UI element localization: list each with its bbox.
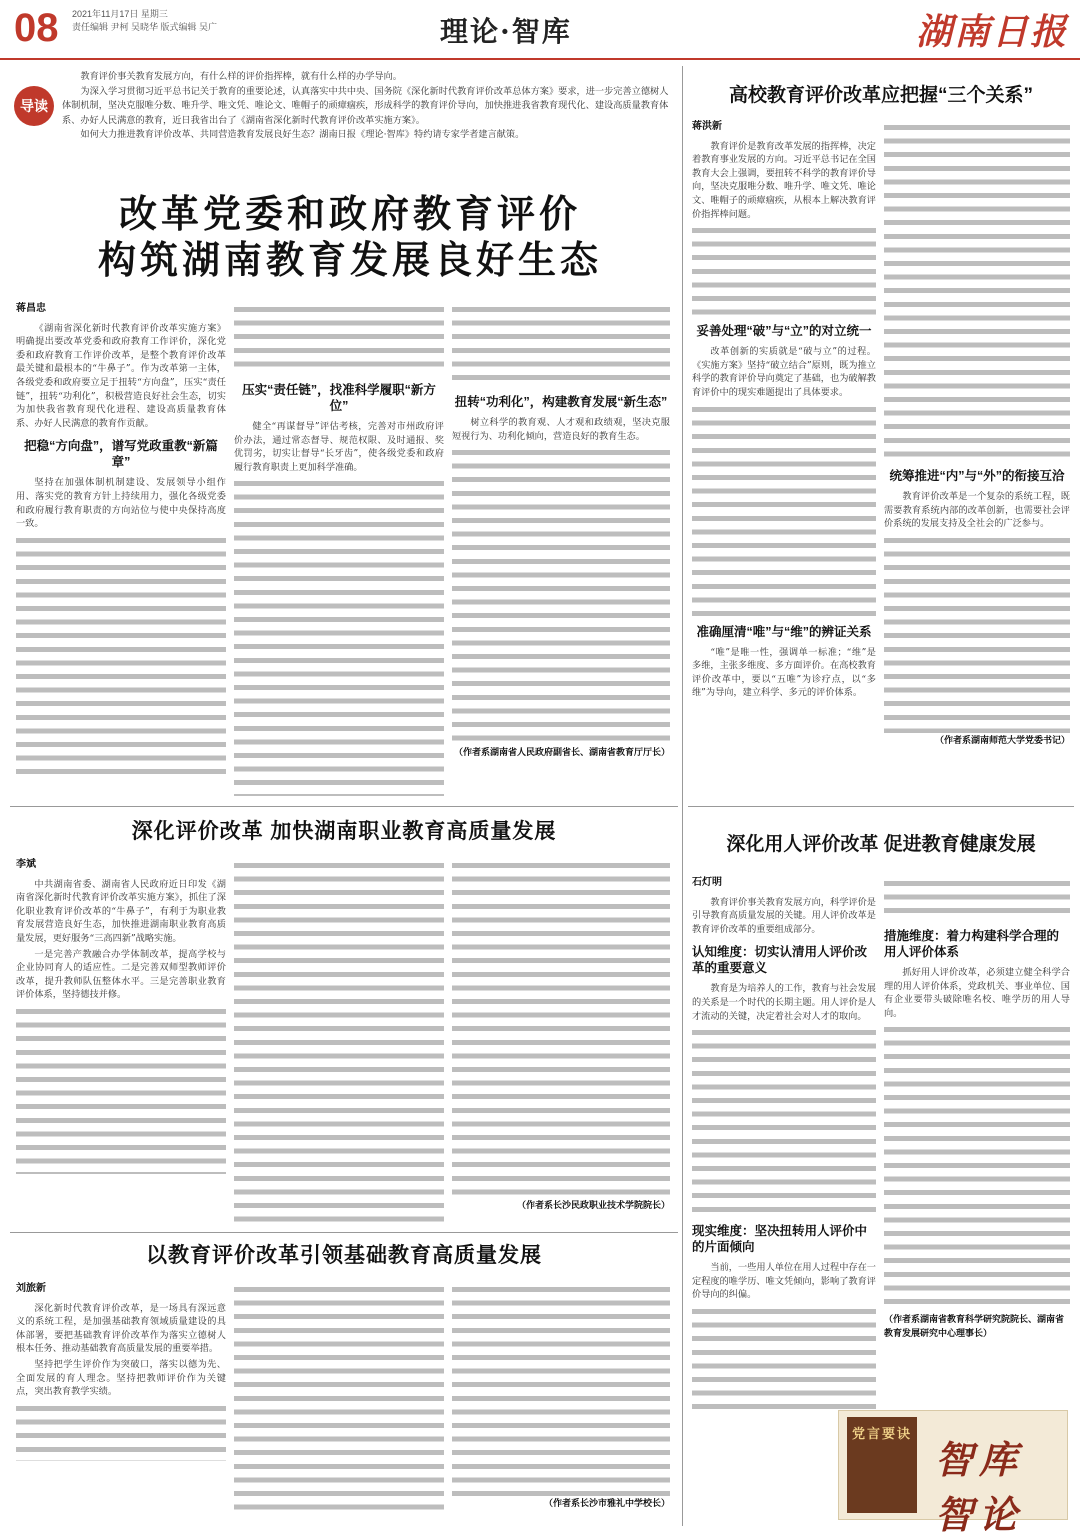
divider-left-1 (10, 806, 678, 807)
middle-left-col-1 (16, 858, 226, 1228)
bottom-para-1: 深化新时代教育评价改革，是一场具有深远意义的系统工程，是加强基础教育领域质量建设的具体部署，要把基础教育评价改革作为落实立德树人根本任务、推动基础教育高质量发展的重要举措。 (16, 1302, 226, 1355)
main-title-line-2: 构筑湖南教育发展良好生态 (97, 240, 602, 282)
main-credit: （作者系湖南省人民政府副省长、湖南省教育厅厅长） (453, 748, 670, 759)
main-title-line-1: 改革党委和政府教育评价 (118, 194, 581, 236)
main-col-2 (234, 302, 444, 802)
main-col-2-text-a (234, 302, 444, 374)
middle-right-author: 石灯明 (692, 877, 722, 888)
section-title: 理论·智库 (440, 15, 572, 48)
divider-left-2 (10, 1232, 678, 1233)
middle-left-col-2-text (234, 858, 444, 1222)
intro-line-1: 教育评价事关教育发展方向，有什么样的评价指挥棒，就有什么样的办学导向。 (80, 71, 402, 82)
masthead (0, 0, 1080, 60)
middle-right-col-1-text-b (692, 1304, 876, 1414)
intro-block (62, 70, 672, 178)
right-top-col-2-text-a (884, 120, 1070, 460)
main-author: 蒋昌忠 (16, 303, 46, 314)
middle-right-col-1-text-a (692, 1025, 876, 1215)
intro-line-2: 为深入学习贯彻习近平总书记关于教育的重要论述，认真落实中共中央、国务院《深化新时代教育评价改革总体方案》要求，进一步完善立德树人体制机制，坚决克服唯分数、唯升学、唯文凭、唯论文、唯帽子的顽瘴痼疾，形成科学的教育评价导向，加快推进我省教育现代化、建设高质量教育体系、办好人民满意的教育，近日我省出台了《湖南省深化新时代教育评价改革实施方案》。 (62, 85, 669, 126)
main-col-3 (452, 302, 670, 802)
right-top-subhead-1: 妥善处理“破”与“立”的对立统一 (696, 324, 872, 339)
column-divider (682, 66, 683, 1526)
bottom-col-2 (234, 1282, 444, 1522)
book-cover-title: 党言要诀 (851, 1427, 912, 1442)
main-subhead-1: 把稳“方向盘”，谱写党政重教“新篇章” (24, 439, 218, 470)
bottom-col-3 (452, 1282, 670, 1522)
middle-right-para-3: 当前，一些用人单位在用人过程中存在一定程度的唯学历、唯文凭倾向，影响了教育评价导向的纠偏。 (692, 1262, 876, 1301)
right-top-subhead-3: 统筹推进“内”与“外”的衔接互洽 (889, 469, 1065, 483)
bottom-credit: （作者系长沙市雅礼中学校长） (543, 1499, 670, 1509)
guide-tag: 导读 (14, 86, 54, 126)
middle-right-subhead-3: 措施维度：着力构建科学合理的用人评价体系 (884, 929, 1060, 959)
book-illustration (838, 1410, 1068, 1537)
divider-right-1 (688, 806, 1074, 807)
right-top-para-2: 改革创新的实质就是“破与立”的过程。《实施方案》坚持“破立结合”原则，既为推立科学的教育评价导向奠定了基础，也为破解教育评价中的现实难题提出了具体要求。 (692, 346, 876, 398)
bottom-col-2-text (234, 1282, 444, 1518)
right-top-para-1: 教育评价是教育改革发展的指挥棒，决定着教育事业发展的方向。习近平总书记在全国教育大会上强调，要扭转不科学的教育评价导向，坚决克服唯分数、唯升学、唯文凭、唯论文、唯帽子的顽瘴痼疾，从根本上解决教育评价指挥棒问题。 (692, 140, 876, 220)
middle-left-author: 李斌 (16, 859, 36, 870)
middle-left-title: 深化评价改革 加快湖南职业教育高质量发展 (131, 820, 557, 843)
middle-left-para-2: 一是完善产教融合办学体制改革，提高学校与企业协同育人的适应性。二是完善双师型教师评价改革，提升教师队伍整体水平。三是完善职业教育评价体系，坚持德技并修。 (16, 948, 226, 1001)
bottom-col-3-text (452, 1282, 670, 1496)
right-top-subhead-2: 准确厘清“唯”与“维”的辨证关系 (696, 624, 872, 639)
main-para-3: 健全“再谋督导”评估考核，完善对市州政府评价办法，通过常态督导、规范权限、及时通报、奖优罚劣，切实让督导“长牙齿”，使各级党委和政府履行教育职责上更加科学准确。 (234, 421, 444, 473)
bottom-title: 以教育评价改革引领基础教育高质量发展 (146, 1244, 542, 1267)
bottom-headline (16, 1240, 672, 1274)
book-cover (847, 1417, 917, 1513)
main-subhead-3: 扭转“功利化”，构建教育发展“新生态” (454, 395, 668, 409)
main-col-3-text-a (452, 302, 670, 386)
main-col-3-text-b (452, 445, 670, 745)
middle-right-headline (692, 830, 1070, 864)
right-top-col-2-text-b (884, 533, 1070, 733)
middle-right-title: 深化用人评价改革 促进教育健康发展 (726, 834, 1036, 855)
middle-left-col-3 (452, 858, 670, 1228)
middle-right-col-2-text-b (884, 1022, 1070, 1312)
middle-right-col-2-text-a (884, 876, 1070, 920)
right-top-col-1-text-a (692, 223, 876, 315)
middle-left-headline (16, 816, 672, 850)
main-para-1: 《湖南省深化新时代教育评价改革实施方案》明确提出要改革党委和政府教育工作评价，深化党委和政府教育工作评价改革，是整个教育评价改革最关键和最根本的“牛鼻子”。作为改革第一主体，各级党委和政府要立足于扭转“方向盘”，压实“责任链”，扭转“功利化”，积极营造良好社会生态，切实为加快我省教育现代化进程、建设高质量教育体系、办好人民满意的教育作贡献。 (16, 322, 226, 429)
main-col-1-text (16, 533, 226, 783)
brush-calligraphy: 智库 智论 (935, 1437, 1024, 1537)
middle-left-para-1: 中共湖南省委、湖南省人民政府近日印发《湖南省深化新时代教育评价改革实施方案》，抓住了深化职业教育评价改革的“牛鼻子”，有利于为职业教育发展营造良好生态，加快推进湖南职业教育高质量发展，更好服务“三高四新”战略实施。 (16, 878, 226, 944)
main-subhead-2: 压实“责任链”，找准科学履职“新方位” (242, 383, 436, 413)
right-top-para-4: 教育评价改革是一个复杂的系统工程，既需要教育系统内部的改革创新，也需要社会评价系统的发展支持及全社会的广泛参与。 (884, 491, 1070, 530)
right-top-col-1 (692, 120, 876, 800)
intro-line-3: 如何大力推进教育评价改革、共同营造教育发展良好生态？湖南日报《理论·智库》特约请专家学者建言献策。 (80, 129, 525, 140)
middle-right-para-1: 教育评价事关教育发展方向，科学评价是引导教育高质量发展的关键。用人评价改革是教育评价改革的重要组成部分。 (692, 896, 876, 935)
middle-right-subhead-2: 现实维度：坚决扭转用人评价中的片面倾向 (692, 1224, 868, 1255)
main-col-1 (16, 302, 226, 802)
middle-right-col-2 (884, 876, 1070, 1406)
middle-left-credit: （作者系长沙民政职业技术学院院长） (516, 1201, 670, 1211)
right-top-para-3: “唯”是唯一性，强调单一标准；“维”是多维，主张多维度、多方面评价。在高校教育评价改革中，要以“五唯”为诊疗点，以“多维”为导向，建立科学、多元的评价体系。 (692, 646, 876, 699)
main-para-2: 坚持在加强体制机制建设、发展领导小组作用、落实党的教育方针上持续用力，强化各级党委和政府履行教育职责的方向站位与使中央保持高度一致。 (16, 477, 226, 530)
right-top-col-2 (884, 120, 1070, 800)
newspaper-logo: 湖南日报 (915, 11, 1068, 53)
page-number: 08 (14, 6, 59, 50)
middle-left-col-1-text (16, 1004, 226, 1174)
date-editors (72, 8, 217, 34)
main-para-4: 树立科学的教育观、人才观和政绩观，坚决克服短视行为、功利化倾向，营造良好的教育生态。 (452, 417, 670, 442)
middle-left-col-2 (234, 858, 444, 1228)
middle-right-credit: （作者系湖南省教育科学研究院院长、湖南省教育发展研究中心理事长） (884, 1315, 1065, 1339)
main-headline (20, 192, 680, 292)
date-line: 2021年11月17日 星期三 (72, 9, 168, 19)
bottom-col-1 (16, 1282, 226, 1522)
middle-right-para-4: 抓好用人评价改革，必须建立健全科学合理的用人评价体系，党政机关、事业单位、国有企业要带头破除唯名校、唯学历的用人导向。 (884, 967, 1070, 1019)
right-top-author: 蒋洪新 (692, 121, 722, 132)
middle-right-para-2: 教育是为培养人的工作，教育与社会发展的关系是一个时代的长期主题。用人评价是人才流动的关键，决定着社会对人才的取向。 (692, 983, 876, 1022)
right-top-credit: （作者系湖南师范大学党委书记） (934, 735, 1070, 746)
right-top-title: 高校教育评价改革应把握“三个关系” (728, 85, 1033, 106)
middle-right-subhead-1: 认知维度：切实认清用人评价改革的重要意义 (692, 945, 868, 976)
right-top-col-1-text-b (692, 402, 876, 616)
middle-left-col-3-text (452, 858, 670, 1198)
editors-line: 责任编辑 尹柯 吴晓华 版式编辑 吴广 (72, 22, 218, 32)
right-top-headline (692, 82, 1070, 112)
main-col-2-text-b (234, 476, 444, 796)
bottom-para-2: 坚持把学生评价作为突破口，落实以德为先、全面发展的育人理念。坚持把教师评价作为关键点，突出教育教学实绩。 (16, 1358, 226, 1398)
bottom-author: 刘旅新 (16, 1283, 46, 1294)
bottom-col-1-text (16, 1401, 226, 1461)
